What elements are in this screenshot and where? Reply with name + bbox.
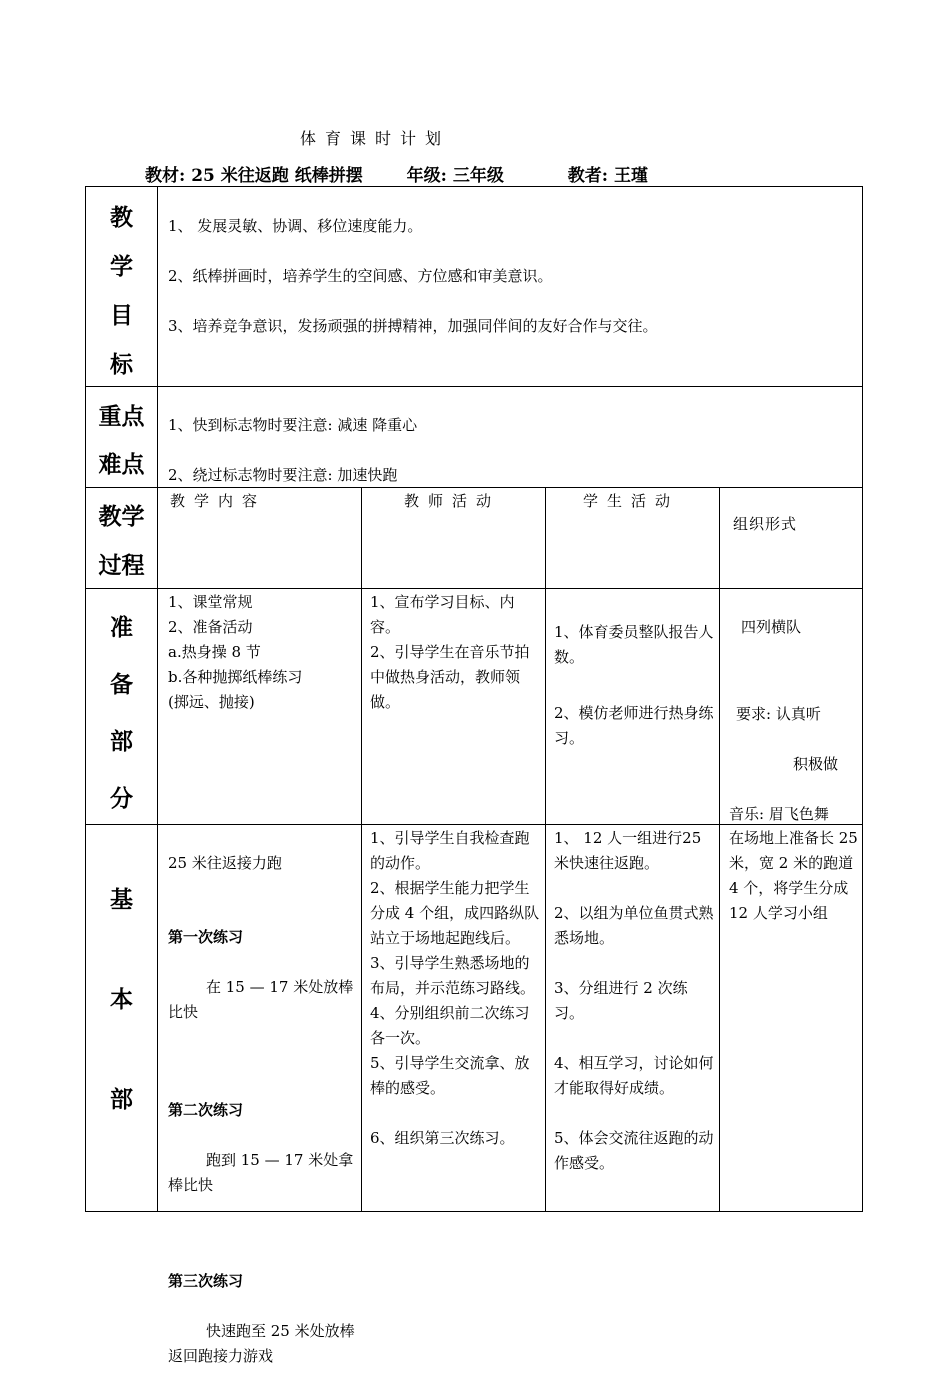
goal-item: 1、 发展灵敏、协调、移位速度能力。 xyxy=(168,217,423,235)
practice-text: 在 15 — 17 米处放棒比快 xyxy=(168,978,354,1021)
prep-student xyxy=(554,595,714,776)
label-char: 分 xyxy=(110,785,133,812)
label-line: 过程 xyxy=(98,552,145,579)
keypoint-item: 1、快到标志物时要注意: 减速 降重心 xyxy=(168,416,418,434)
basic-student: 1、 12 人一组进行25 米快速往返跑。 2、以组为单位鱼贯式熟悉场地。 3、分组进行 2 次练习。 4、相互学习，讨论如何才能取得好成绩。 5、体会交流往返跑的动作感受。 xyxy=(554,829,714,1172)
basic-content-title: 25 米往返接力跑 xyxy=(168,854,282,872)
prep-org xyxy=(726,590,861,852)
col-divider xyxy=(361,487,362,1211)
row-divider xyxy=(86,588,862,589)
material-text: 教材: 25 米往返跑 纸棒拼摆 xyxy=(145,166,363,186)
practice-text: 跑到 15 — 17 米处拿棒比快 xyxy=(168,1151,354,1194)
basic-teacher: 1、引导学生自我检查跑的动作。 2、根据学生能力把学生分成 4 个组，成四路纵队站立于场地起跑线后。 3、引导学生熟悉场地的布局，并示范练习路线。 4、分别组织前二次练习各一次。 5、引导学生交流拿、放棒的感受。 6、组织第三次练习。 xyxy=(370,829,540,1147)
label-char: 目 xyxy=(110,302,133,329)
lesson-info xyxy=(145,161,648,186)
col-divider xyxy=(719,487,720,1211)
header-student: 学生活动 xyxy=(583,492,680,510)
lesson-plan-table xyxy=(85,186,863,1365)
basic-org: 在场地上准备长 25 米，宽 2 米的跑道 4 个，将学生分成 12 人学习小组 xyxy=(729,829,858,922)
label-char: 基 xyxy=(110,885,133,913)
page-title: 体育课时计划 xyxy=(300,129,451,148)
label-char: 部 xyxy=(110,1085,133,1113)
practice-title: 第二次练习 xyxy=(168,1101,244,1119)
prep-label xyxy=(86,597,157,825)
prep-org-music: 音乐: 眉飞色舞 xyxy=(729,805,829,823)
prep-student-item: 1、体育委员整队报告人数。 xyxy=(554,623,714,666)
practice-text: 快速跑至 25 米处放棒返回跑接力游戏 xyxy=(168,1322,355,1365)
basic-label xyxy=(86,847,157,1147)
goal-item: 2、纸棒拼画时，培养学生的空间感、方位感和审美意识。 xyxy=(168,267,553,285)
basic-content xyxy=(168,826,358,1394)
prep-org-requirement: 要求: 认真听 xyxy=(736,705,821,723)
label-char: 学 xyxy=(110,253,133,280)
prep-student-item: 2、模仿老师进行热身练习。 xyxy=(554,704,714,747)
label-char: 本 xyxy=(110,985,133,1013)
label-char: 部 xyxy=(110,728,133,755)
label-char: 备 xyxy=(110,671,133,698)
prep-org-formation: 四列横队 xyxy=(741,618,802,636)
label-line: 难点 xyxy=(98,450,145,478)
goals-list xyxy=(168,189,858,364)
header-teacher: 教师活动 xyxy=(404,492,501,510)
grade-text: 年级: 三年级 xyxy=(406,166,504,186)
teacher-text: 教者: 王瑾 xyxy=(567,166,648,186)
keypoint-item: 2、绕过标志物时要注意: 加速快跑 xyxy=(168,466,398,484)
keypoints-list xyxy=(168,388,858,513)
practice-title: 第三次练习 xyxy=(168,1272,244,1290)
label-char: 标 xyxy=(110,351,133,378)
header-content: 教学内容 xyxy=(170,492,267,510)
prep-org-requirement: 积极做 xyxy=(793,755,839,773)
process-label xyxy=(86,490,157,588)
prep-content: 1、课堂常规 2、准备活动 a.热身操 8 节 b.各种抛掷纸棒练习 (掷远、抛接) xyxy=(168,593,303,711)
prep-teacher: 1、宣布学习目标、内容。 2、引导学生在音乐节拍中做热身活动，教师领做。 xyxy=(370,593,530,711)
keypoints-label xyxy=(86,390,157,486)
goals-label xyxy=(86,191,157,387)
label-char: 准 xyxy=(110,614,133,641)
label-line: 教学 xyxy=(98,503,145,530)
goal-item: 3、培养竞争意识，发扬顽强的拼搏精神，加强同伴间的友好合作与交往。 xyxy=(168,317,658,335)
label-char: 教 xyxy=(110,204,133,231)
header-org: 组织形式 xyxy=(733,515,798,533)
row-divider xyxy=(86,386,862,387)
col-divider xyxy=(545,487,546,1211)
label-line: 重点 xyxy=(98,402,145,430)
col-divider xyxy=(157,187,158,1211)
practice-title: 第一次练习 xyxy=(168,928,244,946)
